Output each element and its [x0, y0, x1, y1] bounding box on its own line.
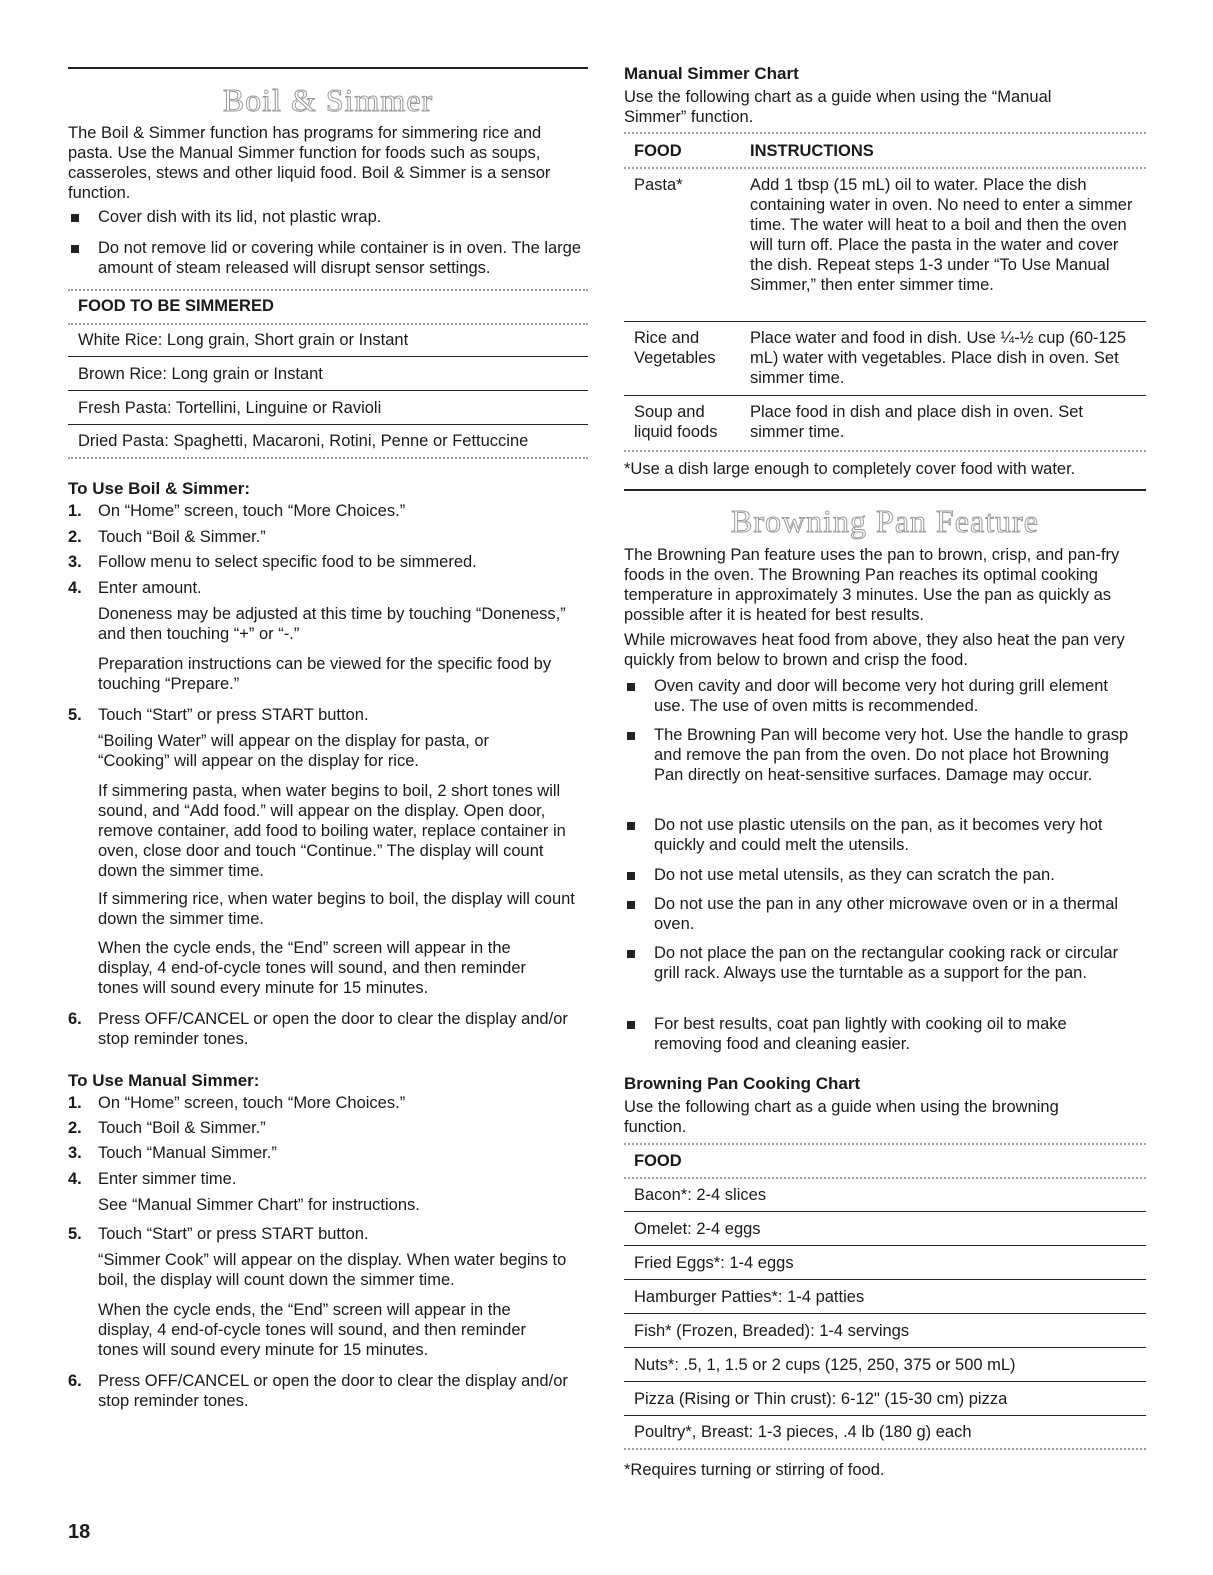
step-item: 1. On “Home” screen, touch “More Choices.”: [68, 1094, 406, 1112]
table-header: FOOD TO BE SIMMERED: [78, 297, 274, 315]
step-note: Preparation instructions can be viewed for the specific food by touching “Prepare.”: [98, 655, 552, 693]
table-divider: [624, 167, 1146, 169]
step-note: Doneness may be adjusted at this time by touching “Doneness,” and then touching “+” or “-.”: [98, 605, 566, 643]
table-row: Fish* (Frozen, Breaded): 1-4 servings: [634, 1322, 910, 1340]
table-divider: [68, 457, 588, 459]
section-heading-browning-pan: Browning Pan Feature: [731, 503, 1039, 539]
step-note: When the cycle ends, the “End” screen will appear in the display, 4 end-of-cycle tones will sound, and then reminder tones will sound every minute for 15 minutes.: [98, 939, 527, 997]
bullet-item: Cover dish with its lid, not plastic wrap.: [68, 207, 588, 227]
table-divider: [624, 1143, 1146, 1145]
table-row: Brown Rice: Long grain or Instant: [78, 365, 323, 383]
table-divider: [624, 1347, 1146, 1348]
table-cell-food: Soup and liquid foods: [634, 403, 718, 441]
simmer-chart-intro: Use the following chart as a guide when using the “Manual Simmer” function.: [624, 88, 1052, 126]
browning-para: While microwaves heat food from above, they also heat the pan very quickly from below to brown and crisp the food.: [624, 631, 1125, 669]
table-cell-instructions: Place food in dish and place dish in oven. Set simmer time.: [750, 403, 1083, 441]
simmer-chart-footnote: *Use a dish large enough to completely cover food with water.: [624, 460, 1076, 478]
table-header-food: FOOD: [634, 1152, 682, 1170]
bullet-item: Do not use metal utensils, as they can scratch the pan.: [624, 865, 1134, 885]
table-divider: [624, 1211, 1146, 1212]
step-item: 3. Touch “Manual Simmer.”: [68, 1144, 277, 1162]
table-divider: [624, 132, 1146, 134]
bullet-square-icon: [627, 732, 635, 740]
table-divider: [624, 1415, 1146, 1416]
table-cell-food: Pasta*: [634, 176, 683, 194]
browning-chart-intro: Use the following chart as a guide when using the browning function.: [624, 1098, 1059, 1136]
table-divider: [624, 1177, 1146, 1179]
table-cell-instructions: Place water and food in dish. Use ¼-½ cup (60-125 mL) water with vegetables. Place dish in oven. Set simmer time.: [750, 329, 1127, 387]
table-divider: [624, 1381, 1146, 1382]
bullet-square-icon: [627, 950, 635, 958]
step-item: 2. Touch “Boil & Simmer.”: [68, 1119, 266, 1137]
table-divider: [624, 1279, 1146, 1280]
bullet-item: Do not use plastic utensils on the pan, as it becomes very hot quickly and could melt the utensils.: [624, 815, 1146, 855]
table-divider: [624, 1313, 1146, 1314]
bullet-square-icon: [71, 245, 79, 253]
step-item: 1. On “Home” screen, touch “More Choices.”: [68, 502, 406, 520]
bullet-square-icon: [627, 683, 635, 691]
boil-intro: The Boil & Simmer function has programs for simmering rice and pasta. Use the Manual Simmer function for foods such as soups, casseroles, stews and other liquid food. Boil & Simmer is a sensor function.: [68, 124, 551, 202]
table-divider: [68, 424, 588, 425]
step-note: “Simmer Cook” will appear on the display. When water begins to boil, the display will count down the simmer time.: [98, 1251, 567, 1289]
bullet-item: Do not place the pan on the rectangular cooking rack or circular grill rack. Always use the turntable as a support for the pan.: [624, 943, 1134, 983]
table-divider: [624, 450, 1146, 452]
step-note: If simmering rice, when water begins to boil, the display will count down the simmer time.: [98, 890, 575, 928]
bullet-square-icon: [627, 1021, 635, 1029]
table-cell-food: Rice and Vegetables: [634, 329, 716, 367]
table-divider: [624, 395, 1146, 396]
subheading-use-manual-simmer: To Use Manual Simmer:: [68, 1071, 260, 1090]
bullet-square-icon: [627, 822, 635, 830]
step-item: 3. Follow menu to select specific food to be simmered.: [68, 553, 477, 571]
table-row: Nuts*: .5, 1, 1.5 or 2 cups (125, 250, 375 or 500 mL): [634, 1356, 1016, 1374]
step-item: 4. Enter amount.: [68, 579, 202, 597]
step-item: 2. Touch “Boil & Simmer.”: [68, 528, 266, 546]
table-divider: [68, 390, 588, 391]
table-divider: [68, 323, 588, 325]
table-row: Hamburger Patties*: 1-4 patties: [634, 1288, 865, 1306]
table-row: White Rice: Long grain, Short grain or Instant: [78, 331, 409, 349]
browning-chart-footnote: *Requires turning or stirring of food.: [624, 1461, 885, 1479]
table-row: Poultry*, Breast: 1-3 pieces, .4 lb (180 g) each: [634, 1423, 972, 1441]
step-item: 6. Press OFF/CANCEL or open the door to clear the display and/or stop reminder tones.: [68, 1010, 568, 1048]
table-divider: [624, 1448, 1146, 1450]
step-note: When the cycle ends, the “End” screen will appear in the display, 4 end-of-cycle tones will sound, and then reminder tones will sound every minute for 15 minutes.: [98, 1301, 527, 1359]
step-note: “Boiling Water” will appear on the display for pasta, or “Cooking” will appear on the display for rice.: [98, 732, 489, 770]
bullet-square-icon: [71, 214, 79, 222]
step-item: 6. Press OFF/CANCEL or open the door to clear the display and/or stop reminder tones.: [68, 1372, 568, 1410]
bullet-item: Do not remove lid or covering while container is in oven. The large amount of steam released will disrupt sensor settings.: [68, 238, 588, 278]
step-item: 5. Touch “Start” or press START button.: [68, 706, 369, 724]
step-item: 5. Touch “Start” or press START button.: [68, 1225, 369, 1243]
table-header-instructions: INSTRUCTIONS: [750, 142, 874, 160]
table-row: Omelet: 2-4 eggs: [634, 1220, 761, 1238]
bullet-item: Do not use the pan in any other microwave oven or in a thermal oven.: [624, 894, 1134, 934]
table-row: Fried Eggs*: 1-4 eggs: [634, 1254, 794, 1272]
bullet-item: Oven cavity and door will become very hot during grill element use. The use of oven mitts is recommended.: [624, 676, 1134, 716]
subheading-use-boil-simmer: To Use Boil & Simmer:: [68, 479, 250, 498]
table-row: Pizza (Rising or Thin crust): 6-12" (15-30 cm) pizza: [634, 1390, 1008, 1408]
table-divider: [624, 321, 1146, 322]
subheading-manual-simmer-chart: Manual Simmer Chart: [624, 64, 799, 83]
bullet-item: The Browning Pan will become very hot. Use the handle to grasp and remove the pan from the oven. Do not place hot Browning Pan directly on heat-sensitive surfaces. Damage may occur.: [624, 725, 1134, 785]
top-rule: [68, 67, 588, 69]
step-note: If simmering pasta, when water begins to boil, 2 short tones will sound, and “Add food.” will appear on the display. Open door, remove container, add food to boiling water, replace container in oven, close door and touch “Continue.” The display will count down the simmer time.: [98, 782, 566, 880]
table-row: Fresh Pasta: Tortellini, Linguine or Ravioli: [78, 399, 382, 417]
table-header-food: FOOD: [634, 142, 682, 160]
bullet-item: For best results, coat pan lightly with cooking oil to make removing food and cleaning easier.: [624, 1014, 1134, 1054]
table-row: Dried Pasta: Spaghetti, Macaroni, Rotini, Penne or Fettuccine: [78, 432, 529, 450]
section-divider: [624, 489, 1146, 491]
section-heading-boil-simmer: Boil & Simmer: [222, 82, 434, 118]
table-divider: [624, 1245, 1146, 1246]
bullet-square-icon: [627, 901, 635, 909]
table-row: Bacon*: 2-4 slices: [634, 1186, 767, 1204]
table-divider: [68, 356, 588, 357]
table-cell-instructions: Add 1 tbsp (15 mL) oil to water. Place the dish containing water in oven. No need to enter a simmer time. The water will heat to a boil and then the oven will turn off. Place the pasta in the water and cover the dish. Repeat steps 1-3 under “To Use Manual Simmer,” then enter simmer time.: [750, 176, 1133, 294]
page-number: 18: [68, 1521, 91, 1543]
browning-intro: The Browning Pan feature uses the pan to brown, crisp, and pan-fry foods in the oven. The Browning Pan reaches its optimal cooking temperature in approximately 3 minutes. Use the pan as quickly as possible after it is heated for best results.: [624, 546, 1120, 624]
subheading-browning-chart: Browning Pan Cooking Chart: [624, 1074, 861, 1093]
table-divider: [68, 289, 588, 291]
step-note: See “Manual Simmer Chart” for instructions.: [98, 1196, 420, 1214]
bullet-square-icon: [627, 872, 635, 880]
step-item: 4. Enter simmer time.: [68, 1170, 237, 1188]
